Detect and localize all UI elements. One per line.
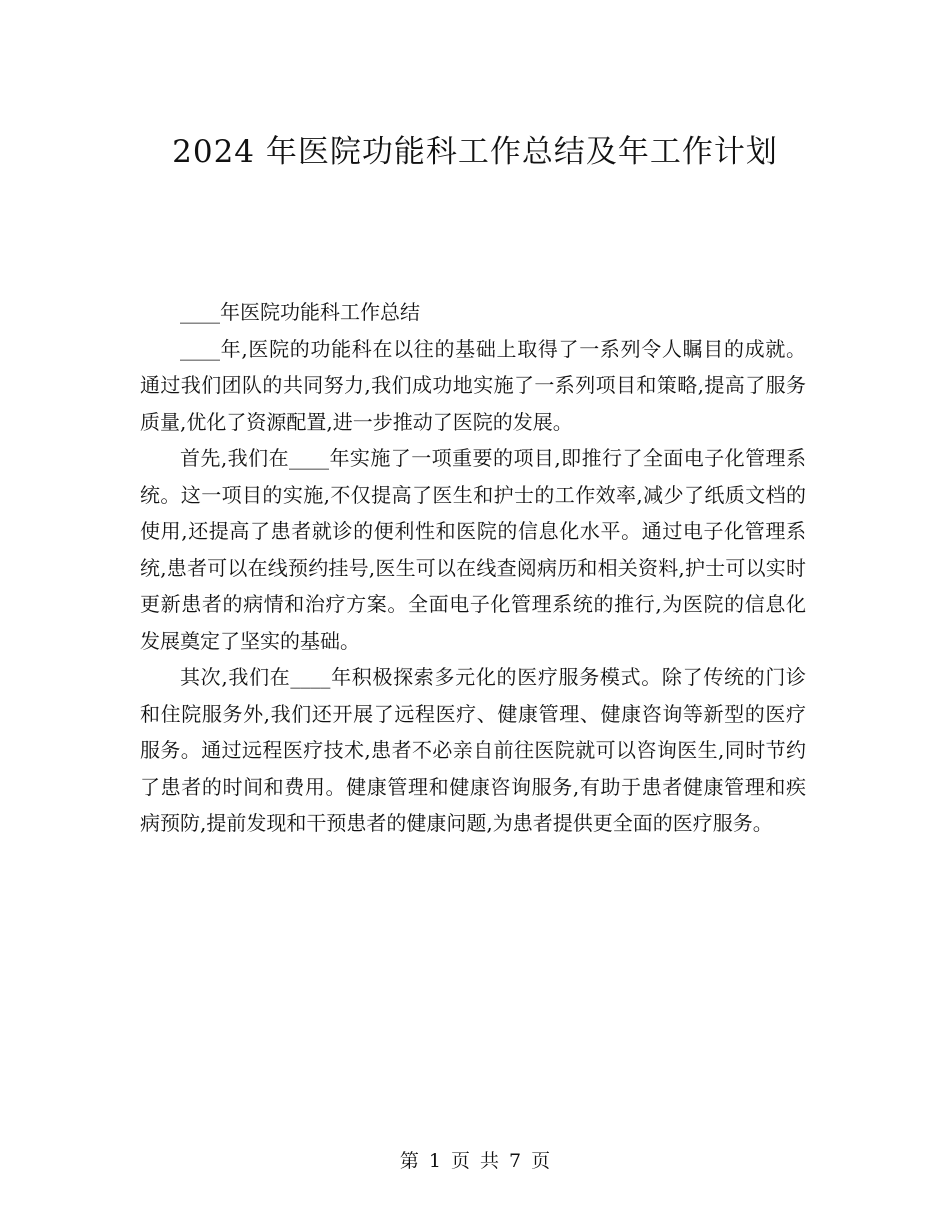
page-number-footer: 第 1 页 共 7 页 [399,1150,551,1172]
paragraph-1: ____年,医院的功能科在以往的基础上取得了一系列令人瞩目的成就。通过我们团队的共同努力,我们成功地实施了一系列项目和策略,提高了服务质量,优化了资源配置,进一步推动了医院的发展。 [140,336,806,434]
paragraph-3: 其次,我们在____年积极探索多元化的医疗服务模式。除了传统的门诊和住院服务外,我们还开展了远程医疗、健康管理、健康咨询等新型的医疗服务。通过远程医疗技术,患者不必亲自前往医院就可以咨询医生,同时节约了患者的时间和费用。健康管理和健康咨询服务,有助于患者健康管理和疾病预防,提前发现和干预患者的健康问题,为患者提供更全面的医疗服务。 [140,665,806,835]
paragraph-2: 首先,我们在____年实施了一项重要的项目,即推行了全面电子化管理系统。这一项目的实施,不仅提高了医生和护士的工作效率,减少了纸质文档的使用,还提高了患者就诊的便利性和医院的信息化水平。通过电子化管理系统,患者可以在线预约挂号,医生可以在线查阅病历和相关资料,护士可以实时更新患者的病情和治疗方案。全面电子化管理系统的推行,为医院的信息化发展奠定了坚实的基础。 [140,446,806,653]
document-body [140,294,806,842]
document-title: 2024 年医院功能科工作总结及年工作计划 [172,134,778,170]
section-heading: ____年医院功能科工作总结 [180,300,420,324]
